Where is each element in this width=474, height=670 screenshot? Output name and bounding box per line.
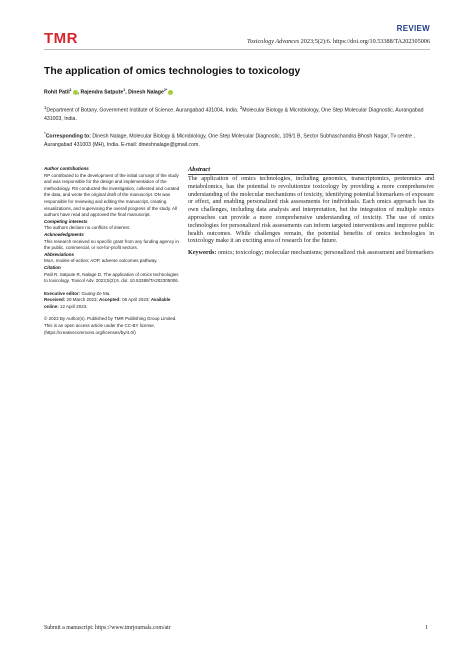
author-name[interactable]: Rajendra Satpute (80, 89, 124, 96)
affil-sup: 1 (44, 105, 47, 110)
keywords-value: omics; toxicology; molecular mechanisms; personalized risk assessment and biomarkers (216, 250, 434, 257)
journal-logo[interactable]: TMR (44, 30, 78, 47)
online-value: 12 April 2023. (58, 303, 88, 309)
affiliation-text: Department of Botany, Government Institute of Science, Aurangabad 431004, India. (46, 107, 240, 114)
author-affil-sup: 1 (123, 88, 126, 92)
author-name[interactable]: Dinesh Nalage (128, 89, 164, 96)
received-label: Received: (44, 297, 66, 303)
keywords (188, 250, 434, 258)
orcid-icon[interactable] (73, 90, 78, 95)
journal-citation (247, 38, 430, 45)
interests-heading: Competing interests (44, 218, 88, 224)
accepted-label: Accepted: (99, 297, 121, 303)
author-affil-sup: 2* (163, 88, 168, 92)
article-info-sidebar (44, 166, 180, 336)
orcid-icon[interactable] (168, 90, 173, 95)
corr-sup: * (44, 131, 46, 136)
corr-label: Corresponding to: (45, 133, 91, 140)
journal-doi[interactable]: 2023;5(2):6. https://doi.org/10.53388/TA202305006 (299, 38, 430, 45)
author-name[interactable]: Rohit Patil (44, 89, 70, 96)
affiliation-text: Molecular Biology & Microbiology, One Step Molecular Diagnostic, Aurangabad 431003, India. (44, 107, 424, 122)
author-list: Rohit Patil$^1$ , Rajendra Satpute$^1$, Dinesh Nalage$^{2*}$ (44, 88, 173, 96)
contributions-heading: Author contributions (44, 166, 89, 171)
editor-value: Guang-Ze Ma. (80, 290, 111, 296)
ack-heading: Acknowledgments (44, 231, 84, 237)
abbr-text: MoA, modes-of-action; AOP, adverse outcomes pathway. (44, 258, 158, 264)
abstract-heading: Abstract (188, 166, 211, 173)
page-number: 1 (425, 625, 428, 631)
header-divider (44, 49, 430, 50)
contributions-text: RP contributed to the development of the initial concept of the study and was responsible for the design and implementation of the methodology. RS conducted the investigation, collected and curated the data, and wrote the original draft of the manuscript. DN was responsible for reviewing and editing the manuscript, creating visualizations, and supervising the overall progress of the study. All authors have read and approved the final manuscript. (44, 172, 180, 218)
license-text[interactable]: © 2023 By Author(s). Published by TMR Publishing Group Limited. This is an open access article under the CC-BY license. (https://creativecommons.org/licenses/by/4.0/) (44, 316, 177, 335)
author-affil-sup: 1 (69, 88, 72, 92)
corresponding-author (44, 130, 434, 149)
dates-line (44, 297, 180, 310)
keywords-label: Keywords: (188, 250, 217, 257)
interests-text: The authors declare no conflicts of interest. (44, 225, 131, 231)
section-label: REVIEW (396, 24, 430, 33)
abstract-section (188, 166, 434, 258)
affil-sup: 2 (239, 105, 243, 110)
ack-text: This research received no specific grant from any funding agency in the public, commercial, or not-for-profit sectors. (44, 238, 179, 251)
citation-text: Patil R, Satpute R, Nalage D. The application of omics technologies to toxicology. Toxicol Adv. 2023;5(2):6. doi: 10.53388/TA202305006. (44, 271, 180, 284)
journal-name: Toxicology Advances (247, 38, 300, 45)
corr-text: Dinesh Nalage, Molecular Biology & Microbiology, One Step Molecular Diagnostic, 109/1 B, Sector Subhaschandra Bhosh Nagar, Tv centre , Aurangabad 431003 (MH), India. E-mail: dineshnalage@gmail.com. (44, 133, 415, 148)
editor-line (44, 291, 180, 298)
abstract-divider (188, 174, 434, 175)
editor-label: Executive editor: (44, 290, 81, 296)
abbr-heading: Abbreviations (44, 251, 75, 257)
submit-link[interactable]: Submit a manuscript: https://www.tmrjournals.com/atr (44, 625, 171, 631)
affiliations (44, 104, 434, 123)
article-title: The application of omics technologies to toxicology (44, 66, 301, 77)
accepted-value: 06 April 2023; (120, 297, 151, 303)
citation-heading: Citation (44, 264, 61, 270)
received-value: 20 March 2023; (65, 297, 100, 303)
online-label: Available online: (44, 297, 171, 309)
abstract-text: The application of omics technologies, including genomics, transcriptomics, proteomics and metabolomics, has the potential to revolutionize toxicology by providing a more comprehensive understanding of the molecular mechanisms of toxicity, identifying potential biomarkers of exposure or effect, and enabling personalized risk assessments for individuals. Each omics approach has its own challenges, including data analysis and interpretation, but the integration of multiple omics approaches can provide a more comprehensive understanding of toxicity. The use of omics technologies for personalized risk assessments can inform targeted interventions and improve public health outcomes. While challenges remain, the potential benefits of omics technologies in toxicology make it an exciting area of research for the future. (188, 176, 434, 245)
